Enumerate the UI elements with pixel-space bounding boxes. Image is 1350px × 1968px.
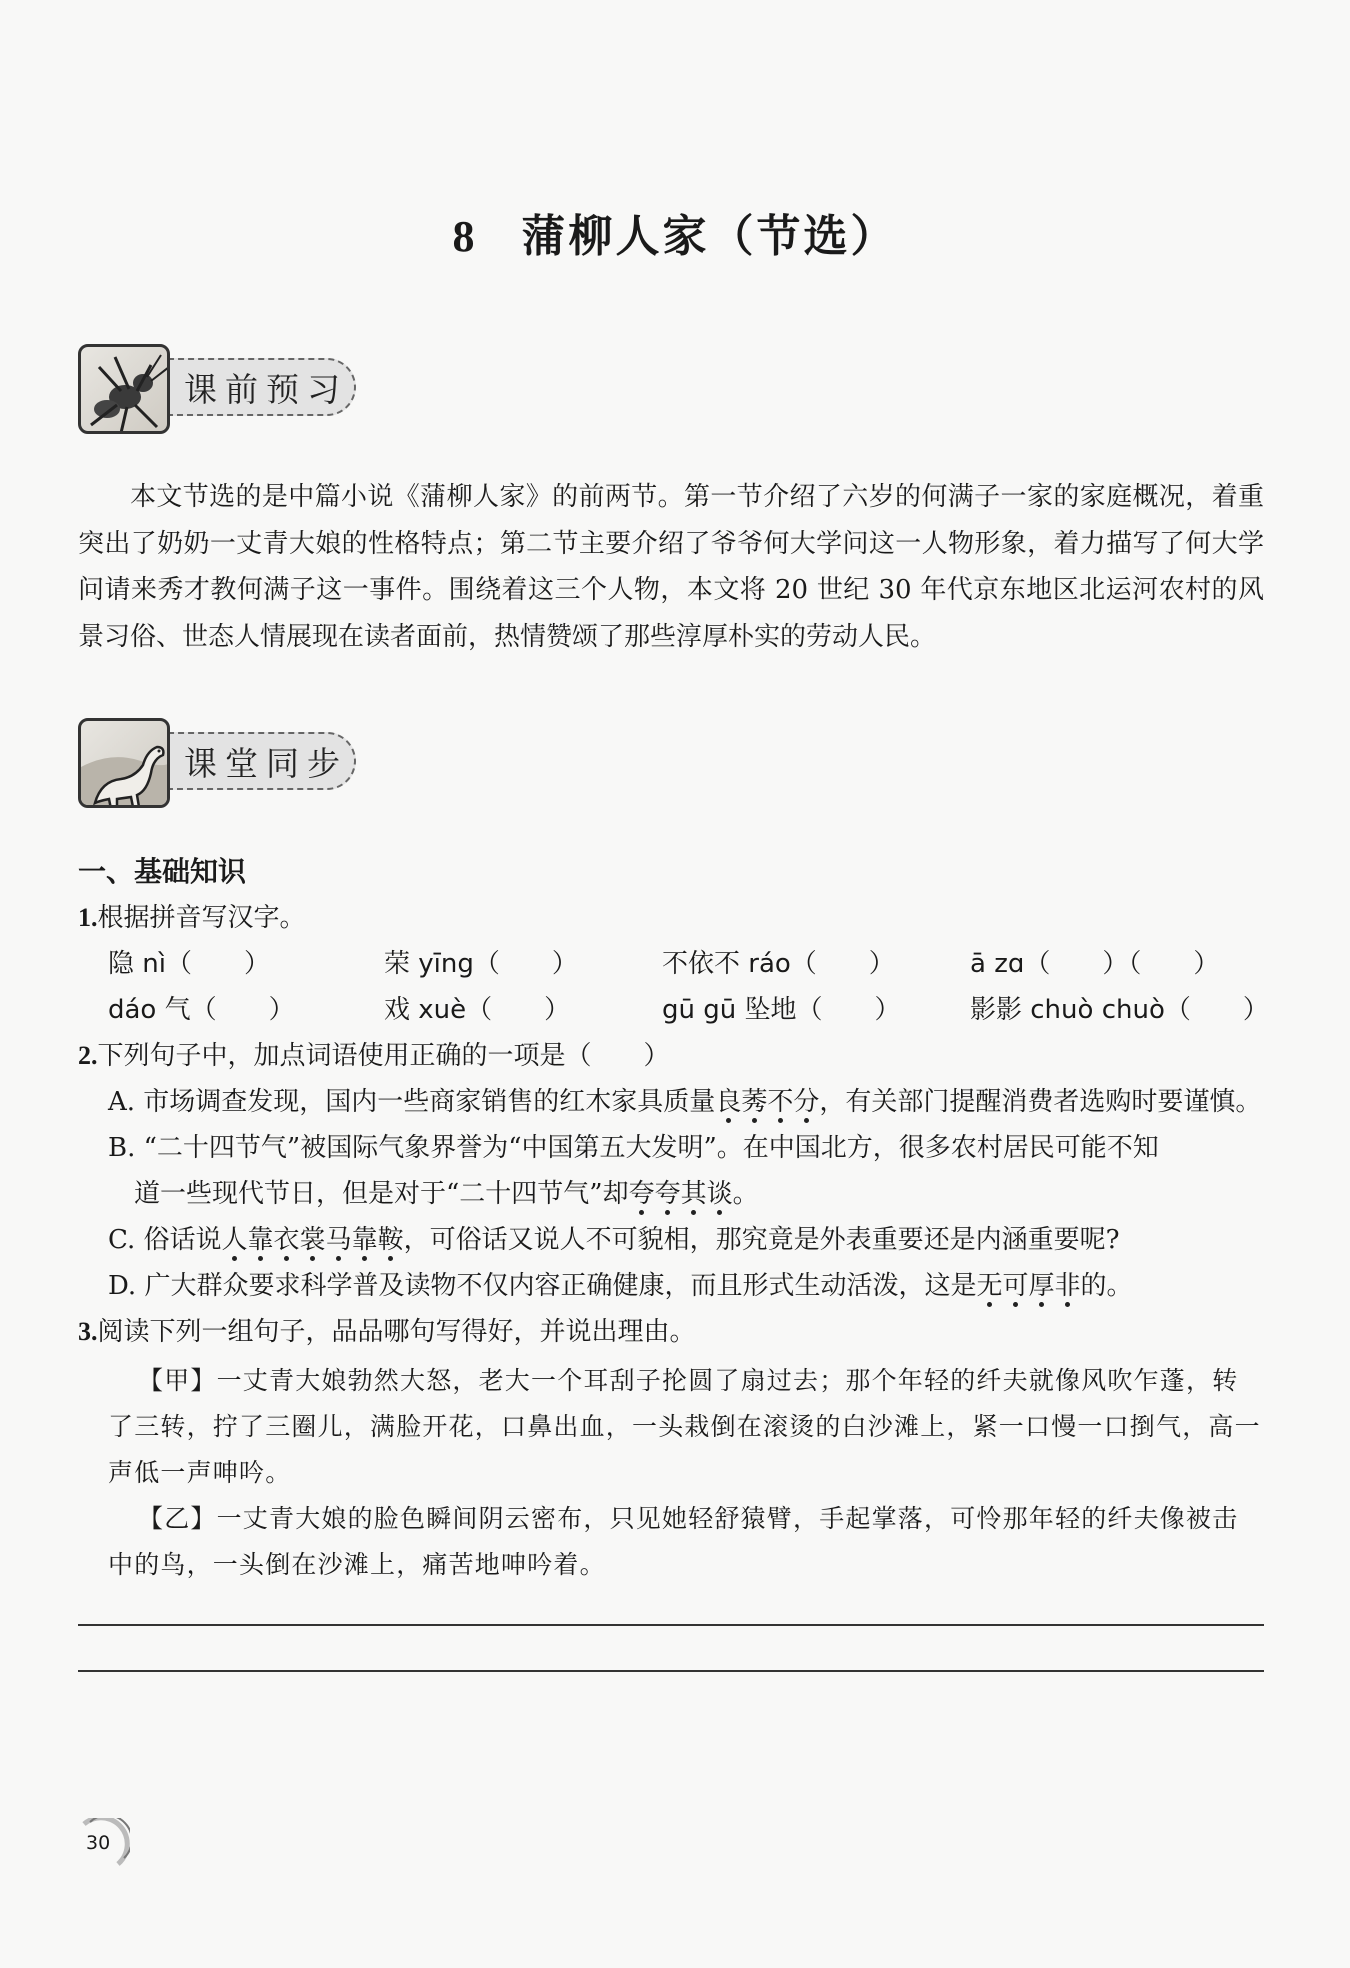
question-2	[78, 1038, 670, 1074]
section-label-classroom: 课堂同步	[148, 732, 356, 790]
pinyin-item: gū gū 坠地（ ）	[662, 995, 901, 1025]
pinyin-item: ā zɑ（ ）（ ）	[970, 949, 1220, 979]
passage-jia: 【甲】一丈青大娘勃然大怒，老大一个耳刮子抡圆了扇过去；那个年轻的纤夫就像风吹乍蓬，转了三转，拧了三圈儿，满脸开花，口鼻出血，一头栽倒在滚烫的白沙滩上，紧一口慢一口捯气，高一声低一声呻吟。	[108, 1366, 1261, 1487]
option-c	[108, 1222, 1264, 1258]
question-number: 3.	[78, 1317, 98, 1346]
question-text: 下列句子中，加点词语使用正确的一项是（ ）	[97, 1041, 670, 1071]
section-badge-classroom	[78, 718, 358, 808]
pinyin-item: 隐 nì（ ）	[108, 949, 270, 979]
answer-line[interactable]	[78, 1670, 1264, 1672]
dinosaur-icon	[78, 718, 170, 808]
question-text: 阅读下列一组句子，品品哪句写得好，并说出理由。	[97, 1317, 696, 1347]
page-number: 30	[86, 1832, 111, 1854]
dotted-phrase: 夸夸其谈	[628, 1179, 733, 1209]
insect-icon	[78, 344, 170, 434]
question-1	[78, 900, 306, 936]
question-text: 根据拼音写汉字。	[97, 903, 306, 933]
pinyin-item: 不依不 ráo（ ）	[662, 949, 895, 979]
section-badge-preview	[78, 344, 358, 434]
chapter-name: 蒲柳人家（节选）	[521, 211, 898, 262]
dotted-phrase: 人靠衣裳马靠鞍	[221, 1225, 404, 1255]
question-number: 2.	[78, 1041, 98, 1070]
option-text: 的。	[1080, 1271, 1133, 1301]
option-d	[108, 1268, 1264, 1304]
option-text: ，有关部门提醒消费者选购时要谨慎。	[819, 1087, 1262, 1117]
chapter-number: 8	[452, 212, 478, 261]
option-text: A. 市场调查发现，国内一些商家销售的红木家具质量	[108, 1087, 716, 1117]
option-text: D. 广大群众要求科学普及读物不仅内容正确健康，而且形式生动活泼，这是	[108, 1271, 977, 1301]
option-text: ，可俗话又说人不可貌相，那究竟是外表重要还是内涵重要呢?	[403, 1225, 1120, 1255]
passage-yi: 【乙】一丈青大娘的脸色瞬间阴云密布，只见她轻舒猿臂，手起掌落，可怜那年轻的纤夫像被击中的鸟，一头倒在沙滩上，痛苦地呻吟着。	[108, 1504, 1239, 1579]
part1-heading: 一、基础知识	[78, 855, 247, 888]
option-text: 道一些现代节日，但是对于“二十四节气”却	[134, 1179, 629, 1209]
option-a	[108, 1084, 1264, 1120]
option-text: B. “二十四节气”被国际气象界誉为“中国第五大发明”。在中国北方，很多农村居民可能不知	[108, 1133, 1159, 1163]
pinyin-item: 影影 chuò chuò（ ）	[970, 995, 1269, 1025]
intro-paragraph: 本文节选的是中篇小说《蒲柳人家》的前两节。第一节介绍了六岁的何满子一家的家庭概况，着重突出了奶奶一丈青大娘的性格特点；第二节主要介绍了爷爷何大学问这一人物形象，着力描写了何大学问请来秀才教何满子这一事件。围绕着这三个人物，本文将 20 世纪 30 年代京东地区北运河农村的风景习俗、世态人情展现在读者面前，热情赞颂了那些淳厚朴实的劳动人民。	[78, 482, 1264, 652]
dotted-phrase: 无可厚非	[976, 1271, 1081, 1301]
option-b-continued	[134, 1176, 759, 1212]
option-text: C. 俗话说	[108, 1225, 222, 1255]
section-label-preview: 课前预习	[148, 358, 356, 416]
question-number: 1.	[78, 903, 98, 932]
pinyin-item: dáo 气（ ）	[108, 995, 295, 1025]
question-3	[78, 1314, 696, 1350]
pinyin-item: 荣 yīng（ ）	[384, 949, 578, 979]
chapter-title	[0, 200, 1350, 264]
dotted-phrase: 良莠不分	[715, 1087, 820, 1117]
option-text: 。	[732, 1179, 759, 1209]
option-b	[108, 1130, 1264, 1166]
page-number-badge	[76, 1818, 130, 1872]
pinyin-item: 戏 xuè（ ）	[384, 995, 571, 1025]
answer-line[interactable]	[78, 1624, 1264, 1626]
